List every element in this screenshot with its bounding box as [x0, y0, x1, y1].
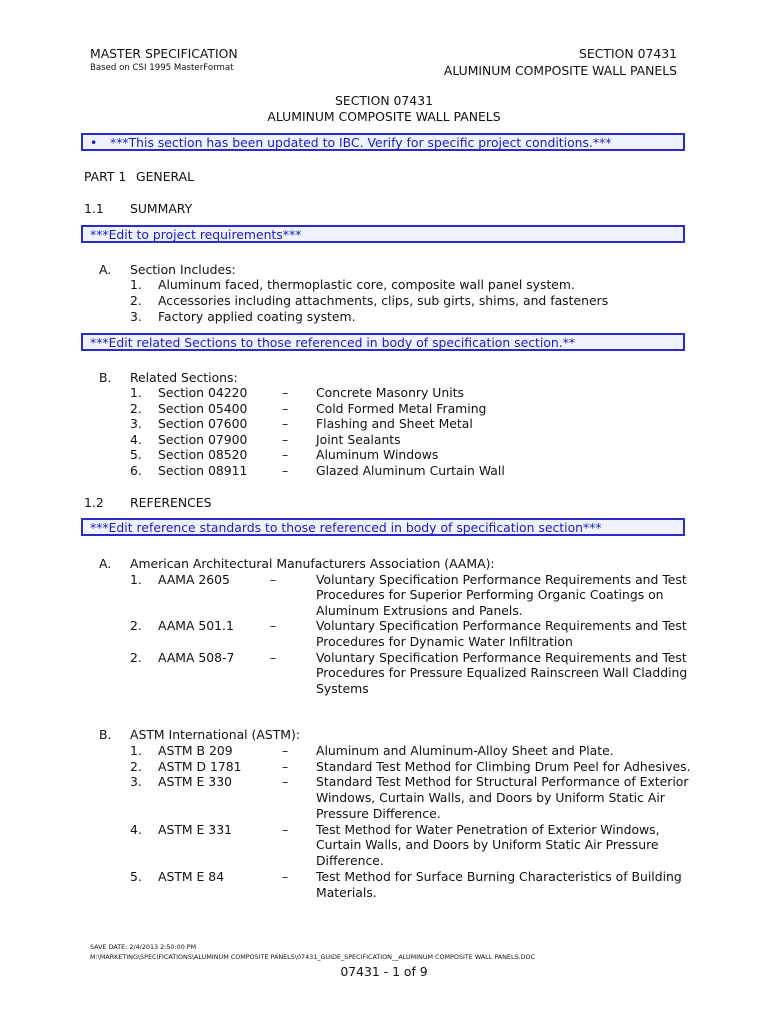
footer-page-number: 07431 - 1 of 9 — [340, 964, 428, 979]
standard-id: ASTM B 209 — [158, 743, 233, 758]
item-number: 2. — [130, 650, 142, 665]
item-number: 2. — [130, 618, 142, 633]
standard-description: Systems — [316, 681, 369, 696]
standard-description: Test Method for Surface Burning Characteristics of Building — [316, 869, 682, 884]
header-left-subtitle: Based on CSI 1995 MasterFormat — [90, 63, 234, 73]
standard-description: Test Method for Water Penetration of Exterior Windows, — [316, 822, 660, 837]
item-number: 1. — [130, 743, 142, 758]
standard-id: ASTM E 331 — [158, 822, 232, 837]
standard-id: ASTM D 1781 — [158, 759, 242, 774]
paragraph-title: Section Includes: — [130, 262, 236, 277]
standard-description: Procedures for Superior Performing Organic Coatings on — [316, 587, 664, 602]
dash: – — [282, 869, 289, 884]
header-right-section: SECTION 07431 — [579, 46, 677, 61]
item-number: 5. — [130, 447, 142, 462]
item-text: Aluminum faced, thermoplastic core, composite wall panel system. — [158, 277, 575, 292]
standard-description: Procedures for Pressure Equalized Rainscreen Wall Cladding — [316, 665, 688, 680]
related-section-number: Section 07900 — [158, 432, 248, 447]
item-number: 2. — [130, 293, 142, 308]
footer-file-path: M:\MARKETING\SPECIFICATIONS\ALUMINUM COMPOSITE PANELS\07431_GUIDE_SPECIFICATION__ALUMINUM COMPOSITE WALL PANELS.DOC — [90, 953, 536, 961]
related-section-title: Glazed Aluminum Curtain Wall — [316, 463, 505, 478]
item-number: 4. — [130, 822, 142, 837]
related-section-number: Section 05400 — [158, 401, 248, 416]
standard-description: Voluntary Specification Performance Requirements and Test — [316, 650, 687, 665]
paragraph-letter: B. — [99, 370, 112, 385]
dash: – — [282, 432, 289, 447]
item-number: 4. — [130, 432, 142, 447]
standard-description: Windows, Curtain Walls, and Doors by Uniform Static Air — [316, 790, 665, 805]
note-ibc — [81, 133, 685, 151]
item-number: 1. — [130, 572, 142, 587]
paragraph-letter: A. — [99, 262, 112, 277]
standard-id: ASTM E 330 — [158, 774, 232, 789]
article-title-1-1: SUMMARY — [130, 201, 193, 216]
item-number: 1. — [130, 277, 142, 292]
dash: – — [282, 401, 289, 416]
note-edit-project — [81, 225, 685, 243]
item-number: 5. — [130, 869, 142, 884]
section-number-title: SECTION 07431 — [335, 93, 433, 108]
note-edit-related — [81, 333, 685, 351]
note-edit-reference — [81, 518, 685, 536]
dash: – — [270, 650, 277, 665]
related-section-number: Section 04220 — [158, 385, 248, 400]
dash: – — [282, 463, 289, 478]
dash: – — [270, 572, 277, 587]
note-edit-project-text: ***Edit to project requirements*** — [90, 227, 302, 242]
dash: – — [282, 385, 289, 400]
dash: – — [282, 774, 289, 789]
item-text: Accessories including attachments, clips, sub girts, shims, and fasteners — [158, 293, 609, 308]
paragraph-title: Related Sections: — [130, 370, 238, 385]
article-title-1-2: REFERENCES — [130, 495, 212, 510]
dash: – — [282, 743, 289, 758]
dash: – — [282, 447, 289, 462]
paragraph-title: American Architectural Manufacturers Association (AAMA): — [130, 556, 495, 571]
item-number: 6. — [130, 463, 142, 478]
standard-description: Difference. — [316, 853, 384, 868]
standard-description: Pressure Difference. — [316, 806, 441, 821]
item-number: 1. — [130, 385, 142, 400]
standard-description: Standard Test Method for Structural Performance of Exterior — [316, 774, 689, 789]
header-right-title: ALUMINUM COMPOSITE WALL PANELS — [443, 63, 677, 78]
section-name-title: ALUMINUM COMPOSITE WALL PANELS — [267, 109, 501, 124]
paragraph-letter: B. — [99, 727, 112, 742]
standard-description: Aluminum and Aluminum-Alloy Sheet and Plate. — [316, 743, 614, 758]
paragraph-title: ASTM International (ASTM): — [130, 727, 301, 742]
bullet-icon: • — [90, 135, 98, 150]
dash: – — [270, 618, 277, 633]
dash: – — [282, 759, 289, 774]
related-section-number: Section 07600 — [158, 416, 248, 431]
header-left-title: MASTER SPECIFICATION — [90, 46, 238, 61]
dash: – — [282, 822, 289, 837]
item-number: 3. — [130, 309, 142, 324]
article-number-1-1: 1.1 — [84, 201, 104, 216]
item-number: 3. — [130, 774, 142, 789]
part-title: GENERAL — [136, 169, 195, 184]
note-edit-reference-text: ***Edit reference standards to those referenced in body of specification section*** — [90, 520, 602, 535]
paragraph-letter: A. — [99, 556, 112, 571]
standard-description: Voluntary Specification Performance Requirements and Test — [316, 572, 687, 587]
related-section-number: Section 08911 — [158, 463, 248, 478]
standard-description: Voluntary Specification Performance Requirements and Test — [316, 618, 687, 633]
article-number-1-2: 1.2 — [84, 495, 104, 510]
standard-description: Curtain Walls, and Doors by Uniform Static Air Pressure — [316, 837, 659, 852]
item-number: 2. — [130, 759, 142, 774]
standard-id: AAMA 501.1 — [158, 618, 234, 633]
related-section-number: Section 08520 — [158, 447, 248, 462]
standard-description: Materials. — [316, 885, 377, 900]
related-section-title: Aluminum Windows — [316, 447, 439, 462]
standard-id: ASTM E 84 — [158, 869, 225, 884]
related-section-title: Concrete Masonry Units — [316, 385, 464, 400]
item-number: 2. — [130, 401, 142, 416]
standard-id: AAMA 508-7 — [158, 650, 235, 665]
related-section-title: Joint Sealants — [316, 432, 401, 447]
footer-save-date: SAVE DATE: 2/4/2013 2:50:00 PM — [90, 943, 197, 951]
related-section-title: Flashing and Sheet Metal — [316, 416, 473, 431]
standard-description: Aluminum Extrusions and Panels. — [316, 603, 523, 618]
related-section-title: Cold Formed Metal Framing — [316, 401, 487, 416]
dash: – — [282, 416, 289, 431]
item-text: Factory applied coating system. — [158, 309, 356, 324]
note-ibc-text: ***This section has been updated to IBC. Verify for specific project conditions.*** — [110, 135, 612, 150]
item-number: 3. — [130, 416, 142, 431]
standard-description: Standard Test Method for Climbing Drum Peel for Adhesives. — [316, 759, 691, 774]
standard-description: Procedures for Dynamic Water Infiltration — [316, 634, 573, 649]
part-label: PART 1 — [84, 169, 127, 184]
note-edit-related-text: ***Edit related Sections to those referenced in body of specification section.** — [90, 335, 576, 350]
standard-id: AAMA 2605 — [158, 572, 230, 587]
